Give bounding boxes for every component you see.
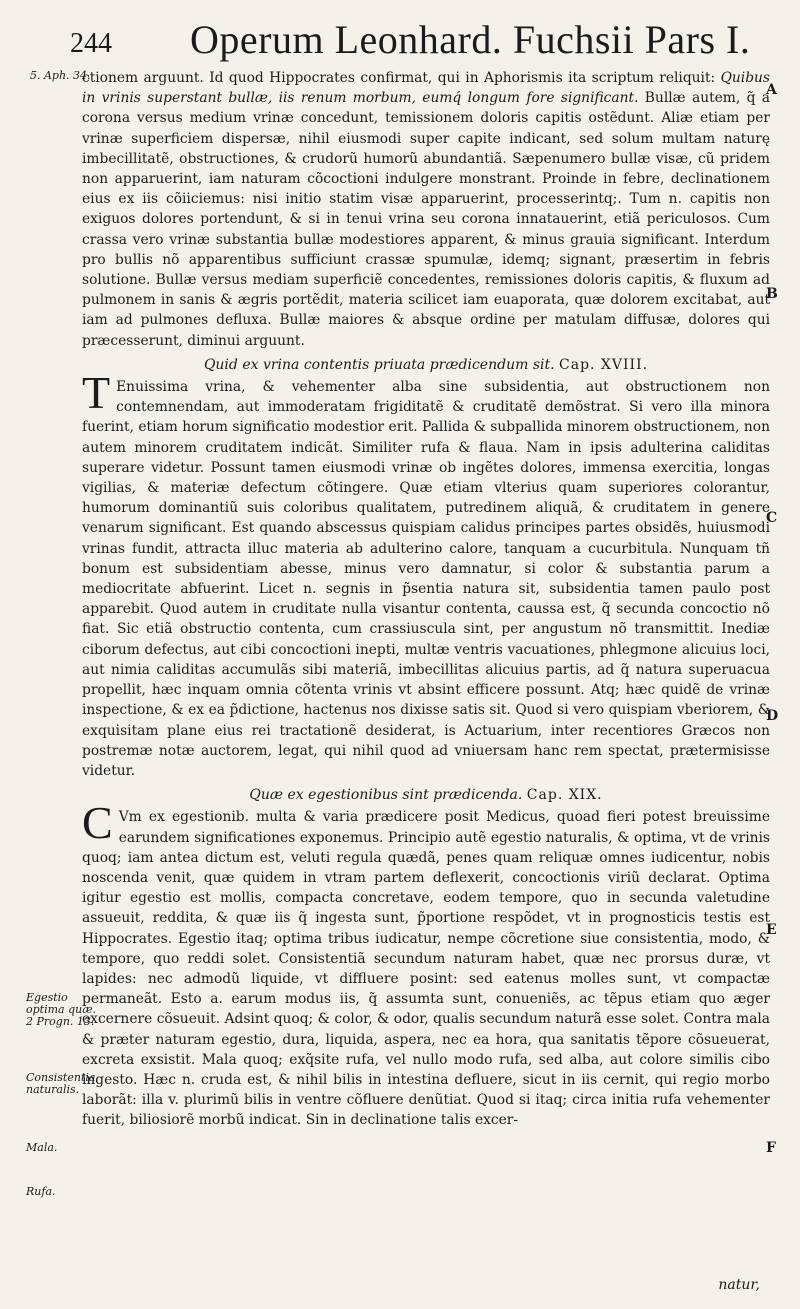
main-text [82,68,770,1309]
margin-note-mala: Mala. [26,1141,58,1154]
chapter17-body: Bullæ autem, q̃ a corona versus medium vrinæ concedunt, temissionem doloris capitis ostẽdunt. Aliæ etiam per vrinæ superficiem dispersæ, nihil eiusmodi super capite indicant, sed solum multam naturę imbecillitatẽ, obstructiones, & crudorũ humorũ abundantiã. Sæpenumero bullæ visæ, cũ pridem non apparuerint, iam naturam cõcoctioni indulgere monstrant. Proinde in febre, declinationem eius ex iis cõiiciemus: nisi initio statim visæ apparuerint, processerintq;. Tum n. capitis non exiguos dolores portendunt, & si in tenui vrina seu corona innatauerint, etiã periculosos. Cum crassa vero vrinæ substantia bullæ modestiores apparent, & minus grauia significant. Interdum pro bullis nõ apparentibus sufficiunt crassæ spumulæ, idemq; signant, præsertim in febris solutione. Bullæ versus mediam superficiẽ concedentes, remissiones doloris capitis, & fluxum ad pulmonem in sanis & ægris portẽdit, materia scilicet iam euaporata, quæ dolorem excitabat, aut iam ad pulmones defluxa. Bullæ maiores & absque ordine per matulam diffusæ, dolores qui præcesserunt, diminui arguunt. [82,90,770,349]
chapter18-number: Cap. XVIII. [559,356,649,373]
chapter18-dropcap: T [82,367,111,419]
margin-letter-f: F [766,1140,776,1156]
margin-letter-e: E [766,922,777,938]
chapter18-title: Quid ex vrina contentis priuata prædicendum sit. [203,356,555,373]
margin-note-aphorism: 5. Aph. 34. [30,69,91,82]
chapter17-paragraph [82,68,770,351]
margin-letter-d: D [766,708,779,724]
margin-letter-a: A [766,82,777,98]
margin-note-consistentia: Consistentia naturalis. [26,1071,96,1096]
chapter19-heading [82,785,770,805]
chapter19-number: Cap. XIX. [526,787,603,804]
chapter18-heading [82,355,770,375]
chapter19-dropcap: C [82,797,113,849]
folio-number: 244 [70,28,112,59]
chapter18-paragraph [82,367,770,781]
catchword: natur, [718,1277,760,1293]
chapter19-title: Quæ ex egestionibus sint prædicenda. [249,787,523,804]
margin-letter-c: C [766,510,778,526]
chapter19-body: Vm ex egestionib. multa & varia prædicere posit Medicus, quoad fieri potest breuissime earundem significationes exponemus. Principio autẽ egestio naturalis, & optima, vt de vrinis quoq; iam antea dictum est, veluti regula quædã, penes quam reliquæ omnes iudicentur, nobis noscenda venit, quæ quidem in vtram partem deflexerit, concoctionis viriũ declarat. Optima igitur egestio est mollis, compacta concretave, eodem tempore, quo in secunda valetudine assueuit, reddita, & quæ iis q̃ ingesta sunt, p̃portione respõdet, vt in prognosticis testis est Hippocrates. Egestio itaq; optima tribus iudicatur, nempe cõcretione siue consistentia, modo, & tempore, quo reddi solet. Consistentiã secundum naturam habet, quæ nec prorsus duræ, vt lapides: nec admodũ liquide, vt diffluere posint: sed eatenus molles sunt, vt compactæ permaneãt. Esto a. earum modus iis, q̃ assumta sunt, conueniẽs, ac tẽpus etiam quo æger excernere cõsueuit. Adsint quoq; & color, & odor, qualis secundum naturã esse solet. Contra mala & præter naturam egestio, dura, liquida, aspera, nec ea hora, qua sanitatis tẽpore cõsueuerat, excreta exsistit. Mala quoq; exq̃site rufa, vel nullo modo rufa, sed alba, aut colore similis cibo ingesto. Hæc n. cruda est, & nihil bilis in intestina defluere, sicut in iis cernit, qui regio morbo laborãt: illa v. plurimũ bilis in ventre cõfluere denũtiat. Quod si itaq; circa initia rufa vehementer fuerit, biliosiorẽ morbũ indicat. Sin in declinatione talis excer- [82,809,770,1129]
chapter18-body: Enuissima vrina, & vehementer alba sine subsidentia, aut obstructionem non contemnendam, aut immoderatam frigiditatẽ & cruditatẽ demõstrat. Si vero illa minora fuerint, etiam horum significatio modestior erit. Pallida & subpallida minorem obstructionem, non autem minorem cruditatem indicãt. Similiter rufa & flaua. Nam in ipsis adulterina caliditas superare videtur. Possunt tamen eiusmodi vrinæ ob ingẽtes dolores, immensa exercitia, longas vigilias, & materiæ defectum cõtingere. Quæ etiam vlterius quam superiores colorantur, humorum dominantiũ suis coloribus qualitatem, putredinem aliquã, & cruditatem in genere venarum significant. Est quando abscessus quispiam calidus principes partes obsidẽs, huiusmodi vrinas fundit, attracta illuc materia ab adulterino calore, tanquam a cucurbitula. Nunquam tñ bonum est subsidentiam abesse, minus vero damnatur, si color & substantia parum a mediocritate abfuerint. Licet n. segnis in p̃sentia natura sit, subsidentia tamen paulo post apparebit. Quod autem in cruditate nulla visantur contenta, caussa est, q̃ secunda concoctio nõ fiat. Sic etiã obstructio contenta, cum crassiuscula sint, per angustum nõ transmittit. Inediæ ciborum defectus, aut cibi concoctioni inepti, multæ ventris vacuationes, phlegmone alicuius loci, aut nimia caliditas accumulãs sibi materiã, imbecillitas alicuius partis, ad q̃ natura superuacua propellit, hæc inquam omnia cõtenta vrinis vt absint efficere possunt. Atq; hæc quidẽ de vrinæ inspectione, & ex ea p̃dictione, hactenus nos dixisse satis sit. Quod si vero quispiam vberiorem, & exquisitam plane eius rei tractationẽ desiderat, is Actuarium, inter recentiores Græcos non postremæ notæ auctorem, legat, qui nihil quod ad vniuersam hanc rem spectat, prætermisisse videtur. [82,379,770,779]
chapter17-lead: ctionem arguunt. Id quod Hippocrates confirmat, qui in Aphorismis ita scriptum reliquit: [82,70,721,86]
margin-note-egestio-optima: Egestio optima quæ. 2 Progn. 13. [26,991,97,1028]
margin-note-rufa: Rufa. [26,1185,56,1198]
margin-letter-b: B [766,286,778,302]
page-header [60,10,760,70]
chapter19-paragraph [82,797,770,1130]
hippocrates-quote: Quibus in vrinis superstant bullæ, iis renum morbum, eumq́ longum fore significant. [82,70,770,107]
running-title: Operum Leonhard. Fuchsii Pars I. [190,17,751,62]
